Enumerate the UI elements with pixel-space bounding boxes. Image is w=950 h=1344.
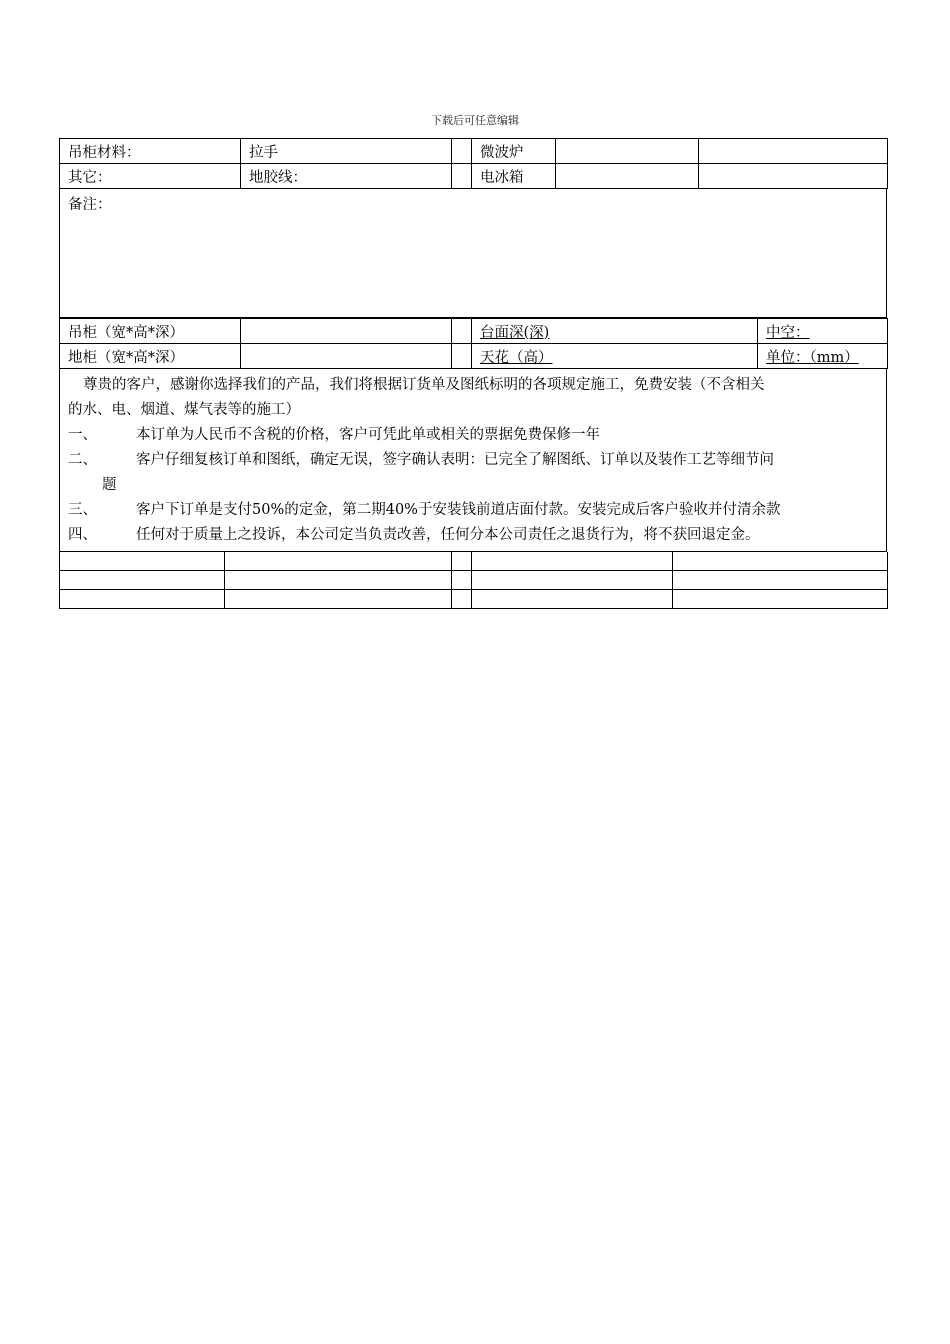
fridge-label: 电冰箱 <box>472 164 556 189</box>
terms-clause-1 <box>68 423 878 448</box>
wall-cabinet-material-label: 吊柜材料： <box>60 139 241 164</box>
table-row <box>60 590 888 609</box>
clause-text: 本订单为人民币不含税的价格，客户可凭此单或相关的票据免费保修一年 <box>136 427 600 443</box>
table-row <box>60 319 888 344</box>
spacer-cell <box>452 319 472 344</box>
wall-cabinet-dims-label: 吊柜（宽*高*深） <box>60 319 241 344</box>
blank-cell[interactable] <box>472 571 673 590</box>
table-row <box>60 164 888 189</box>
terms-intro-line1: 尊贵的客户，感谢你选择我们的产品，我们将根据订货单及图纸标明的各项规定施工，免费安装（不含相关 <box>83 377 765 393</box>
table-row <box>60 189 887 318</box>
table-row <box>60 139 888 164</box>
floor-trim-label: 地胶线： <box>241 164 452 189</box>
clause-number: 二、 <box>68 452 97 468</box>
materials-table <box>59 138 888 189</box>
clause-number: 三、 <box>68 502 97 518</box>
clause-text: 客户仔细复核订单和图纸，确定无误，签字确认表明：已完全了解图纸、订单以及装作工艺等细节问 <box>136 452 774 468</box>
other-label: 其它： <box>60 164 241 189</box>
unit-label: 单位：（mm） <box>758 344 888 369</box>
remarks-field[interactable] <box>60 189 887 318</box>
microwave-extra[interactable] <box>699 139 888 164</box>
ceiling-height-label: 天花（高） <box>472 344 758 369</box>
handle-label: 拉手 <box>241 139 452 164</box>
spacer-cell <box>452 590 472 609</box>
clause-number: 一、 <box>68 427 97 443</box>
signature-table <box>59 552 888 609</box>
clause-text: 客户下订单是支付50%的定金，第二期40%于安装钱前道店面付款。安装完成后客户验收并付清余款 <box>136 502 781 518</box>
base-cabinet-dims-label: 地柜（宽*高*深） <box>60 344 241 369</box>
blank-cell[interactable] <box>673 552 888 571</box>
remarks-table <box>59 189 887 318</box>
clause-number: 四、 <box>68 527 97 543</box>
blank-cell[interactable] <box>225 552 452 571</box>
spacer-cell <box>452 552 472 571</box>
blank-cell[interactable] <box>60 590 225 609</box>
blank-cell[interactable] <box>673 590 888 609</box>
terms-clause-2 <box>68 448 878 473</box>
blank-cell[interactable] <box>225 590 452 609</box>
blank-cell[interactable] <box>472 552 673 571</box>
clause-text: 任何对于质量上之投诉，本公司定当负责改善，任何分本公司责任之退货行为，将不获回退定金。 <box>136 527 760 543</box>
blank-cell[interactable] <box>60 571 225 590</box>
spacer-cell <box>452 139 472 164</box>
terms-clause-3 <box>68 498 878 523</box>
spacer-cell <box>452 571 472 590</box>
table-row <box>60 552 888 571</box>
base-cabinet-dims-value[interactable] <box>241 344 452 369</box>
table-row <box>60 571 888 590</box>
fridge-value[interactable] <box>556 164 699 189</box>
terms-section <box>59 369 887 552</box>
wall-cabinet-dims-value[interactable] <box>241 319 452 344</box>
terms-clause-4 <box>68 523 878 548</box>
fridge-extra[interactable] <box>699 164 888 189</box>
spacer-cell <box>452 164 472 189</box>
terms-intro-line2: 的水、电、烟道、煤气表等的施工） <box>68 402 300 418</box>
download-note: 下载后可任意编辑 <box>431 114 519 127</box>
remarks-label: 备注： <box>68 197 112 213</box>
microwave-value[interactable] <box>556 139 699 164</box>
dimensions-table <box>59 318 888 369</box>
spacer-cell <box>452 344 472 369</box>
microwave-label: 微波炉 <box>472 139 556 164</box>
blank-cell[interactable] <box>60 552 225 571</box>
blank-cell[interactable] <box>673 571 888 590</box>
blank-cell[interactable] <box>225 571 452 590</box>
counter-depth-label: 台面深(深) <box>472 319 758 344</box>
clause-text-wrap: 题 <box>102 477 117 493</box>
order-form <box>59 138 887 609</box>
table-row <box>60 344 888 369</box>
mid-gap-label: 中空： <box>758 319 888 344</box>
blank-cell[interactable] <box>472 590 673 609</box>
